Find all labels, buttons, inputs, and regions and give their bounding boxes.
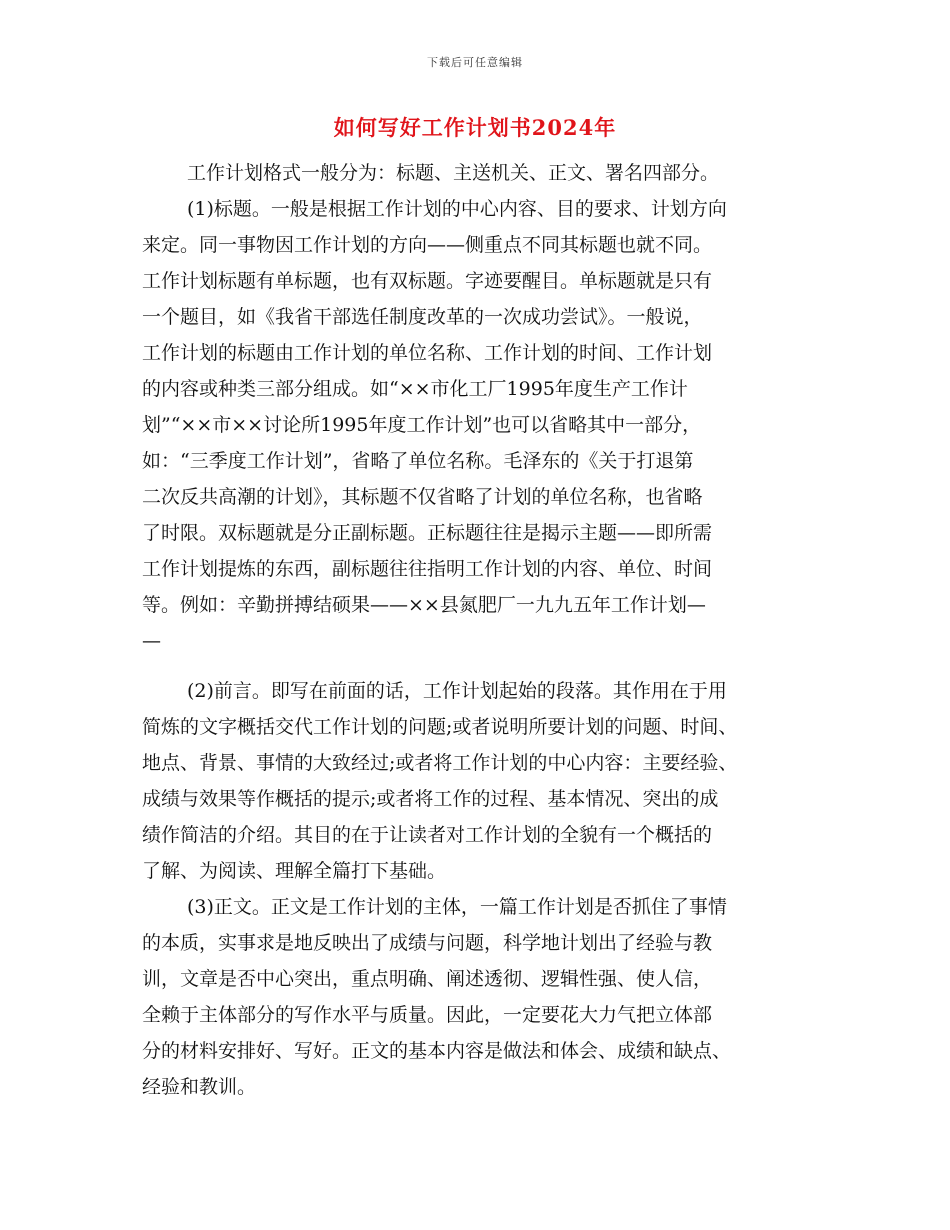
text-line: 经验和教训。: [142, 1076, 257, 1098]
text-line: 了解、为阅读、理解全篇打下基础。: [142, 860, 447, 882]
text-line: 绩作简洁的介绍。其目的在于让读者对工作计划的全貌有一个概括的: [142, 824, 713, 846]
text-line: 的本质，实事求是地反映出了成绩与问题，科学地计划出了经验与教: [142, 932, 713, 954]
document-body: [142, 155, 818, 1105]
text-line: (1)标题。一般是根据工作计划的中心内容、目的要求、计划方向: [187, 198, 727, 220]
document-title: 如何写好工作计划书2024年: [333, 115, 617, 140]
text-line: (3)正文。正文是工作计划的主体，一篇工作计划是否抓住了事情: [187, 896, 727, 918]
text-line: 工作计划标题有单标题，也有双标题。字迹要醒目。单标题就是只有: [142, 270, 713, 292]
text-line: 等。例如：辛勤拼搏结硕果——××县氮肥厂一九九五年工作计划—: [142, 594, 706, 616]
text-line: 地点、背景、事情的大致经过;或者将工作计划的中心内容：主要经验、: [142, 752, 738, 774]
text-line: 来定。同一事物因工作计划的方向——侧重点不同其标题也就不同。: [142, 234, 713, 256]
text-line: 如：“三季度工作计划”，省略了单位名称。毛泽东的《关于打退第: [142, 450, 694, 472]
text-line: —: [142, 630, 161, 652]
text-line: 划”“××市××讨论所1995年度工作计划”也可以省略其中一部分，: [142, 414, 702, 436]
text-line: 训，文章是否中心突出，重点明确、阐述透彻、逻辑性强、使人信，: [142, 968, 713, 990]
text-line: 二次反共高潮的计划》，其标题不仅省略了计划的单位名称，也省略: [142, 486, 703, 508]
text-line: 工作计划提炼的东西，副标题往往指明工作计划的内容、单位、时间: [142, 558, 713, 580]
text-line: 成绩与效果等作概括的提示;或者将工作的过程、基本情况、突出的成: [142, 788, 719, 810]
page-header-note: 下载后可任意编辑: [427, 56, 523, 69]
text-line: 简炼的文字概括交代工作计划的问题;或者说明所要计划的问题、时间、: [142, 716, 738, 738]
text-line: 一个题目，如《我省干部选任制度改革的一次成功尝试》。一般说，: [142, 306, 703, 328]
text-line: 了时限。双标题就是分正副标题。正标题往往是揭示主题——即所需: [142, 522, 713, 544]
text-line: (2)前言。即写在前面的话，工作计划起始的段落。其作用在于用: [187, 680, 727, 702]
text-line: 分的材料安排好、写好。正文的基本内容是做法和体会、成绩和缺点、: [142, 1040, 732, 1062]
text-line: 全赖于主体部分的写作水平与质量。因此，一定要花大力气把立体部: [142, 1004, 713, 1026]
text-line: 工作计划格式一般分为：标题、主送机关、正文、署名四部分。: [187, 162, 720, 184]
text-line: 的内容或种类三部分组成。如“××市化工厂1995年度生产工作计: [142, 378, 688, 400]
text-line: 工作计划的标题由工作计划的单位名称、工作计划的时间、工作计划: [142, 342, 713, 364]
